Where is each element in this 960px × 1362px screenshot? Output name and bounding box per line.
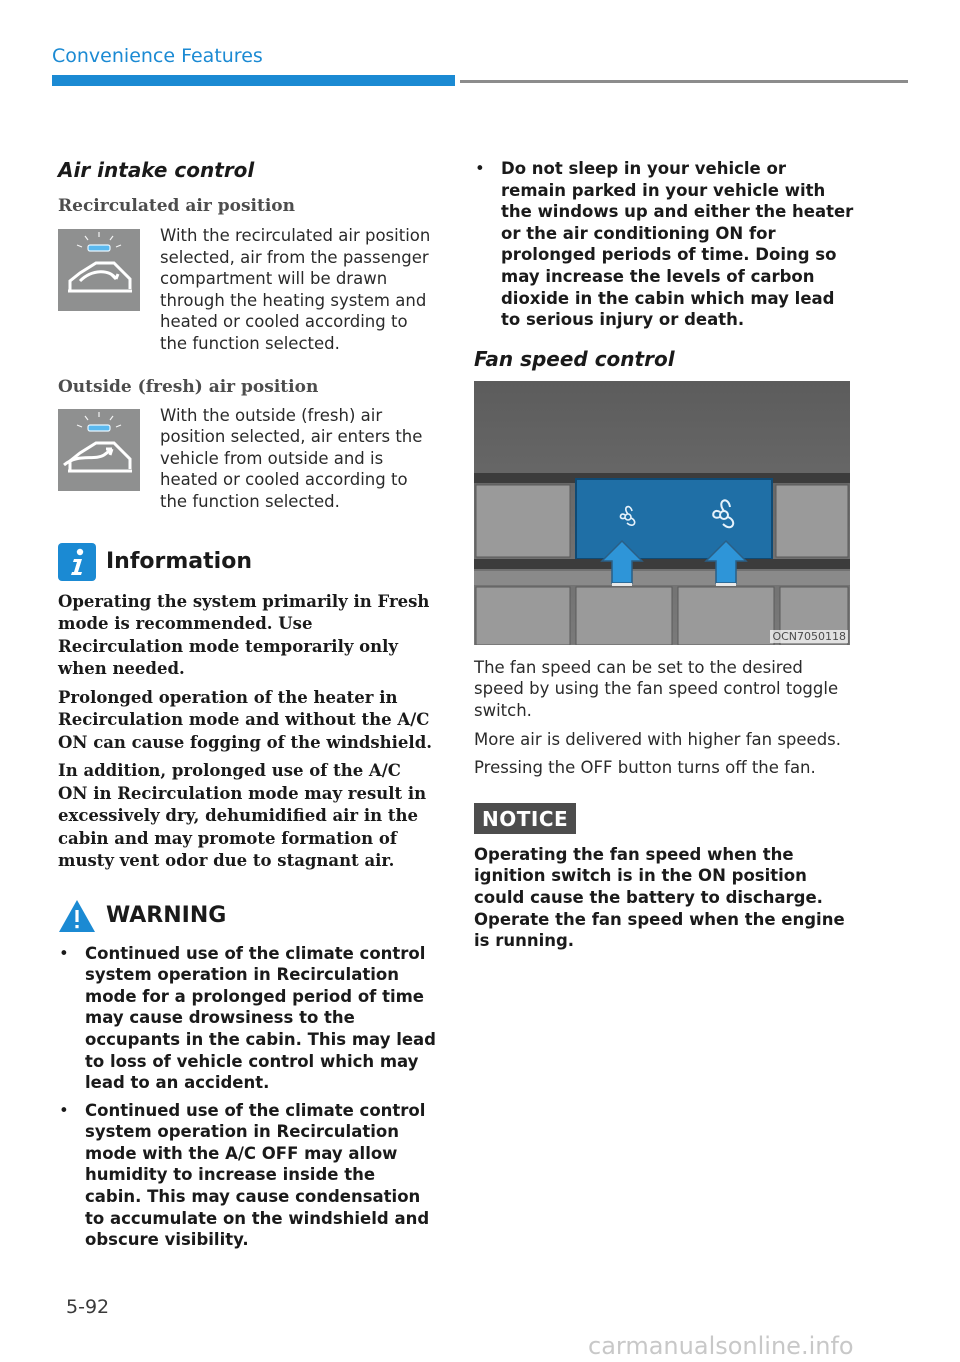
fan-paragraph-1: The fan speed can be set to the desired speed by using the fan speed control toggle switch.: [474, 657, 839, 720]
warning-icon: [58, 899, 96, 933]
notice-text: Operating the fan speed when the ignition switch is in the ON position could cause the battery to discharge. Operate the fan speed when the engine is running.: [474, 844, 845, 951]
fan-paragraph-2: More air is delivered with higher fan speeds.: [474, 729, 842, 749]
header-accent-bar: [52, 75, 455, 86]
page-number: 5-92: [66, 1296, 110, 1318]
info-paragraph-3: In addition, prolonged use of the A/C ON in Recirculation mode may result in excessively dry, dehumidified air in the cabin and may promote formation of musty vent odor due to stagnant air.: [58, 761, 427, 871]
watermark: carmanualsonline.info: [588, 1332, 854, 1360]
fresh-air-button-icon: [58, 409, 140, 491]
warning-item-1: • Continued use of the climate control system operation in Recirculation mode for a prolonged period of time may cause drowsiness to the occupants in the cabin. This may lead to loss of vehicle control which may lead to an accident.: [58, 943, 436, 1094]
warning-header: [58, 899, 436, 933]
info-icon: [58, 543, 96, 581]
fan-speed-title: Fan speed control: [474, 346, 675, 371]
fresh-text: With the outside (fresh) air position selected, air enters the vehicle from outside and is heated or cooled according to the function selected.: [160, 405, 423, 511]
recirc-block: [58, 225, 436, 355]
notice-badge: NOTICE: [474, 803, 576, 834]
recirculated-air-button-icon: [58, 229, 140, 311]
fan-speed-figure: [474, 381, 850, 645]
header-rule: [460, 80, 908, 83]
information-title: Information: [106, 549, 252, 575]
fan-paragraph-3: Pressing the OFF button turns off the fan.: [474, 758, 816, 778]
left-column: [58, 158, 436, 1251]
figure-code: OCN7050118: [772, 629, 846, 643]
warning-title: WARNING: [106, 903, 227, 929]
warning-item-3: • Do not sleep in your vehicle or remain parked in your vehicle with the windows up and either the heater or the air conditioning ON for prolonged periods of time. Doing so may increase the levels of carbon dioxide in the cabin which may lead to serious injury or death.: [474, 158, 854, 331]
info-paragraph-1: Operating the system primarily in Fresh mode is recommended. Use Recirculation mode temporarily only when needed.: [58, 591, 430, 679]
recirc-heading: Recirculated air position: [58, 196, 295, 216]
warning-item-2: • Continued use of the climate control system operation in Recirculation mode with the A/C OFF may allow humidity to increase inside the cabin. This may cause condensation to accumulate on the windshield and obscure visibility.: [58, 1100, 436, 1251]
warning-list: [58, 943, 436, 1251]
fresh-heading: Outside (fresh) air position: [58, 376, 319, 397]
air-intake-title: Air intake control: [58, 158, 255, 182]
warning-list-continued: [474, 158, 854, 331]
right-column: [474, 158, 854, 952]
info-paragraph-2: Prolonged operation of the heater in Recirculation mode and without the A/C ON can cause fogging of the windshield.: [58, 687, 432, 752]
recirc-text: With the recirculated air position selected, air from the passenger compartment will be drawn through the heating system and heated or cooled according to the function selected.: [160, 226, 431, 353]
header-section-title: Convenience Features: [52, 45, 263, 67]
fresh-block: [58, 405, 436, 513]
information-header: [58, 543, 436, 581]
